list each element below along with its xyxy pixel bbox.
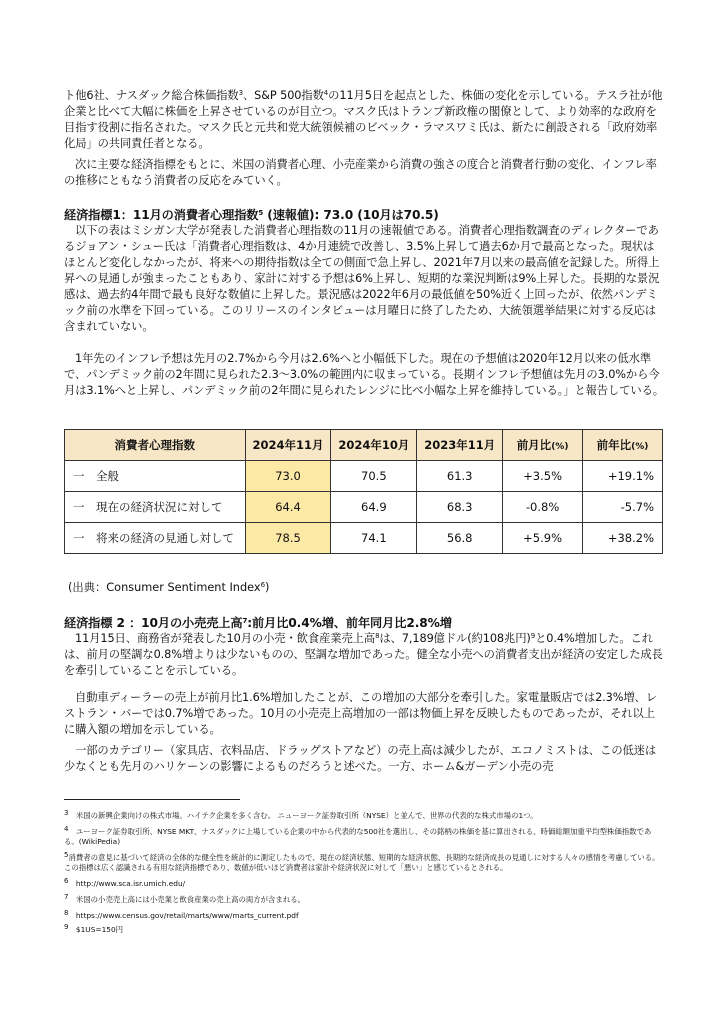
table-row xyxy=(65,492,663,523)
cell-mom: +5.9% xyxy=(503,523,583,554)
cell-mom: +3.5% xyxy=(503,461,583,492)
footnote-ref[interactable]: 8 xyxy=(375,632,380,640)
row-label: 一 現在の経済状況に対して xyxy=(65,492,246,523)
section2-paragraph-2: 自動車ディーラーの売上が前月比1.6%増加したことが、この増加の大部分を牽引した。家電量販店では2.3%増、レストラン・バーでは0.7%増であった。10月の小売売上高増加の一部は物価上昇を反映したものであったが、それ以上に購入額の増加を示している。 xyxy=(64,691,657,736)
cell-oct24: 74.1 xyxy=(331,523,417,554)
section2-paragraph-3: 一部のカテゴリー（家具店、衣料品店、ドラッグストアなど）の売上高は減少したが、エコノミストは、この低迷は少なくとも先月のハリケーンの影響によるものだろうと述べた。一方、ホーム&ガーデン小売の売 xyxy=(64,744,657,773)
table-header-row xyxy=(65,430,663,461)
cell-oct24: 70.5 xyxy=(331,461,417,492)
footnote-ref[interactable]: 6 xyxy=(260,581,266,589)
footnote: 7 米国の小売売上高には小売業と飲食産業の売上高の両方が含まれる。 xyxy=(64,893,305,904)
cell-mom: -0.8% xyxy=(503,492,583,523)
table-header: 2024年11月 xyxy=(245,430,331,461)
table-header: 消費者心理指数 xyxy=(65,430,246,461)
row-label: 一 将来の経済の見通し対して xyxy=(65,523,246,554)
table-row xyxy=(65,523,663,554)
footnote-ref[interactable]: 5 xyxy=(258,209,264,217)
intro-paragraph-2: 次に主要な経済指標をもとに、米国の消費者心理、小売産業から消費の強さの度合と消費者行動の変化、インフレ率の推移にともなう消費者の反応をみていく。 xyxy=(64,158,657,187)
intro-paragraph: ト他6社、ナスダック総合株価指数$^3$、S&P 500指数$^4$の11月5日を起点とした、株価の変化を示している。テスラ社が他企業と比べて大幅に株価を上昇させているのが目立つ。マスク氏はトランプ新政権の閣僚として、より効率的な政府を目指す役割に指名された。マスク氏と元共和党大統領候補のビベック・ラマスワミ氏は、新たに創設される「政府効率化局」の共同責任者となる。 xyxy=(64,89,663,150)
cell-nov23: 56.8 xyxy=(417,523,503,554)
footnote: 4 ユーヨーク証券取引所、NYSE MKT、ナスダックに上場している企業の中から代表的な500社を選出し、その銘柄の株価を基に算出される、時価総額加重平均型株価指数である。(WikiPedia) xyxy=(64,825,652,846)
table-header: 前年比(%) xyxy=(583,430,663,461)
footnote-ref[interactable]: 4 xyxy=(323,89,329,97)
cell-oct24: 64.9 xyxy=(331,492,417,523)
table-row xyxy=(65,461,663,492)
section1-paragraph-1: 以下の表はミシガン大学が発表した消費者心理指数の11月の速報値である。消費者心理指数調査のディレクターであるジョアン・シュー氏は「消費者心理指数は、4か月連続で改善し、3.5%上昇して過去6か月で最高となった。現状はほとんど変化しなかったが、将来への期待指数は全ての側面で急上昇し、2021年7月以来の最高値を記録した。所得上昇への見通しが強まったこともあり、家計に対する予想は6%上昇し、短期的な業況判断は9%上昇した。長期的な景況感は、過去約4年間で最も良好な数値に上昇した。景況感は2022年6月の最低値を50%近く上回ったが、依然パンデミック前の水準を下回っている。このリリースのインタビューは月曜日に終了したため、大統領選挙結果に対する反応は含まれていない。 xyxy=(64,224,660,333)
table-header: 前月比(%) xyxy=(503,430,583,461)
consumer-sentiment-table xyxy=(64,429,663,554)
row-label: 一 全般 xyxy=(65,461,246,492)
cell-yoy: +38.2% xyxy=(583,523,663,554)
footnote-link[interactable]: https://www.census.gov/retail/marts/www/marts_current.pdf xyxy=(75,911,299,920)
section-heading-1: 経済指標1：11月の消費者心理指数$^5$ (速報値): 73.0 (10月は70.5) xyxy=(64,208,439,222)
footnote-ref[interactable]: 3 xyxy=(238,89,243,97)
footnote: 6 http://www.sca.isr.umich.edu/ xyxy=(64,877,186,888)
footnotes xyxy=(64,808,664,935)
cell-nov24: 73.0 xyxy=(245,461,331,492)
footnote-divider xyxy=(64,799,240,800)
footnote: 5消費者の意見に基づいて経済の全体的な健全性を統計的に測定したもので、現在の経済状態、短期的な経済状態、長期的な経済成長の見通しに対する人々の感情を考慮している。この指標は広く認識される有用な経済指標であり、数値が低いほど消費者は家計や経済状況に対して「悪い」と感じているとされる。 xyxy=(64,851,660,872)
footnote: 8 https://www.census.gov/retail/marts/www/marts_current.pdf xyxy=(64,909,299,920)
section-heading-2: 経済指標 2 ：10月の小売売上高$^7$:前月比0.4%増、前年同月比2.8%増 xyxy=(64,616,452,630)
footnote: 3 米国の新興企業向けの株式市場。ハイテク企業を多く含む。 ニューヨーク証券取引所（NYSE）と並んで、世界の代表的な株式市場の1つ。 xyxy=(64,809,538,820)
footnote-ref[interactable]: 7 xyxy=(242,617,248,625)
footnote-link[interactable]: http://www.sca.isr.umich.edu/ xyxy=(75,879,186,888)
cell-nov23: 61.3 xyxy=(417,461,503,492)
table-header: 2024年10月 xyxy=(331,430,417,461)
section1-paragraph-2: 1年先のインフレ予想は先月の2.7%から今月は2.6%へと小幅低下した。現在の予想値は2020年12月以来の低水準で、パンデミック前の2年間に見られた2.3～3.0%の範囲内に収まっている。長期インフレ予想値は先月の3.0%から今月は3.1%へと上昇し、パンデミック前の2年間に見られたレンジに比べ小幅な上昇を維持している。」と報告している。 xyxy=(64,352,664,397)
footnote-ref[interactable]: 9 xyxy=(530,632,536,640)
footnote: 9 $1US=150円 xyxy=(64,923,124,934)
cell-nov24: 64.4 xyxy=(245,492,331,523)
cell-yoy: -5.7% xyxy=(583,492,663,523)
cell-nov24: 78.5 xyxy=(245,523,331,554)
section2-paragraph-1: 11月15日、商務省が発表した10月の小売・飲食産業売上高$^8$は、7,189億ドル(約108兆円)$^9$と0.4%増加した。これは、前月の堅調な0.8%増よりは少ないものの、堅調な増加であった。健全な小売への消費者支出が経済の安定した成長を牽引していることを示している。 xyxy=(64,632,663,677)
cell-nov23: 68.3 xyxy=(417,492,503,523)
table-header: 2023年11月 xyxy=(417,430,503,461)
table-source: (出典：Consumer Sentiment Index$^6$) xyxy=(68,581,270,594)
cell-yoy: +19.1% xyxy=(583,461,663,492)
